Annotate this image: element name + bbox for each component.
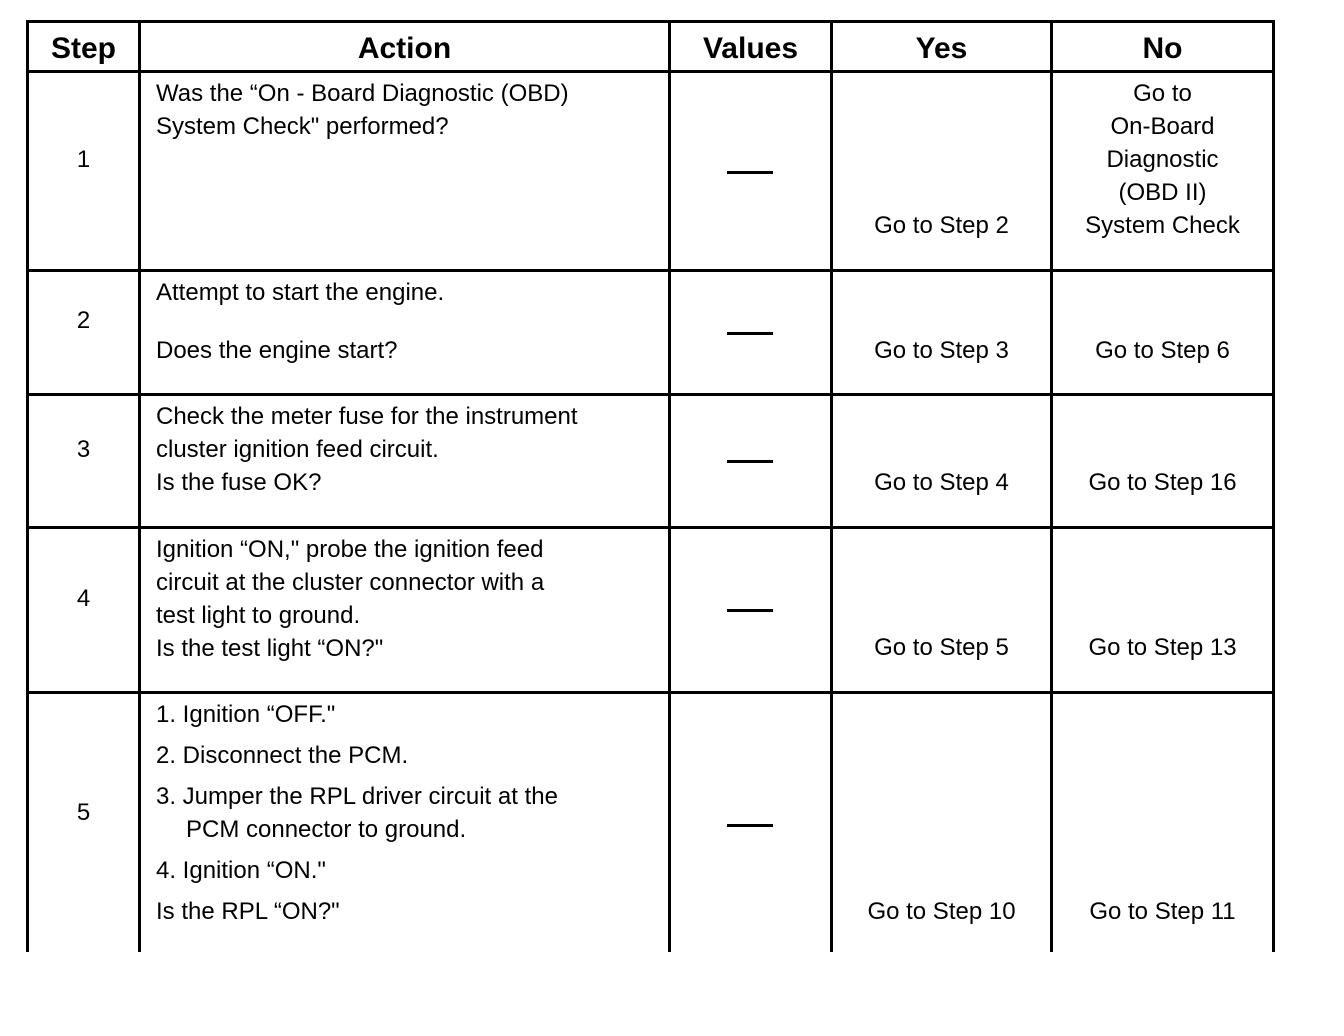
step-number: 5 bbox=[76, 799, 91, 826]
action-line: System Check" performed? bbox=[156, 113, 449, 140]
no-result: Go to Step 13 bbox=[1088, 634, 1237, 661]
action-line: Is the test light “ON?" bbox=[156, 635, 384, 662]
no-result-line: On-Board bbox=[1110, 113, 1215, 140]
empty-value-dash bbox=[727, 824, 773, 827]
action-text bbox=[156, 400, 668, 499]
row-divider bbox=[26, 691, 1275, 694]
empty-value-dash bbox=[727, 460, 773, 463]
action-line: Was the “On - Board Diagnostic (OBD) bbox=[156, 80, 569, 107]
column-divider bbox=[1272, 20, 1275, 952]
header-yes: Yes bbox=[915, 32, 968, 65]
action-line: PCM connector to ground. bbox=[186, 816, 467, 843]
no-result: Go to Step 16 bbox=[1088, 469, 1237, 496]
action-line: Attempt to start the engine. bbox=[156, 279, 445, 306]
yes-result: Go to Step 5 bbox=[874, 634, 1009, 661]
action-line: 3. Jumper the RPL driver circuit at the bbox=[156, 783, 558, 810]
action-text bbox=[156, 698, 668, 928]
no-result-line: (OBD II) bbox=[1118, 179, 1207, 206]
action-text bbox=[156, 533, 668, 665]
row-divider bbox=[26, 393, 1275, 396]
step-number: 4 bbox=[76, 585, 91, 612]
action-line: 1. Ignition “OFF." bbox=[156, 701, 336, 728]
header-step: Step bbox=[50, 32, 116, 65]
action-line: Is the RPL “ON?" bbox=[156, 898, 340, 925]
yes-result: Go to Step 10 bbox=[867, 898, 1016, 925]
action-line: Is the fuse OK? bbox=[156, 469, 322, 496]
empty-value-dash bbox=[727, 332, 773, 335]
step-number: 2 bbox=[76, 307, 91, 334]
action-line: Does the engine start? bbox=[156, 337, 398, 364]
header-divider bbox=[26, 70, 1275, 73]
header-values: Values bbox=[702, 32, 799, 65]
no-result: Go to Step 11 bbox=[1089, 898, 1236, 925]
step-number: 3 bbox=[76, 436, 91, 463]
action-line: test light to ground. bbox=[156, 602, 361, 629]
action-line: 2. Disconnect the PCM. bbox=[156, 742, 409, 769]
action-line: circuit at the cluster connector with a bbox=[156, 569, 545, 596]
action-line: Check the meter fuse for the instrument bbox=[156, 403, 578, 430]
empty-value-dash bbox=[727, 171, 773, 174]
no-result-line: System Check bbox=[1085, 212, 1240, 239]
no-result-line: Diagnostic bbox=[1106, 146, 1219, 173]
column-divider bbox=[668, 20, 671, 952]
step-number: 1 bbox=[76, 146, 91, 173]
action-line: 4. Ignition “ON." bbox=[156, 857, 326, 884]
yes-result: Go to Step 4 bbox=[874, 469, 1009, 496]
action-line: Ignition “ON," probe the ignition feed bbox=[156, 536, 544, 563]
header-action: Action bbox=[357, 32, 452, 65]
yes-result: Go to Step 3 bbox=[874, 337, 1009, 364]
action-text bbox=[156, 77, 668, 143]
column-divider bbox=[138, 20, 141, 952]
no-result-line: Go to bbox=[1133, 80, 1192, 107]
row-divider bbox=[26, 269, 1275, 272]
yes-result: Go to Step 2 bbox=[874, 212, 1009, 239]
no-result bbox=[1053, 77, 1272, 242]
no-result: Go to Step 6 bbox=[1095, 337, 1230, 364]
action-text bbox=[156, 276, 668, 367]
empty-value-dash bbox=[727, 609, 773, 612]
row-divider bbox=[26, 526, 1275, 529]
header-no: No bbox=[1142, 32, 1183, 65]
action-line: cluster ignition feed circuit. bbox=[156, 436, 439, 463]
